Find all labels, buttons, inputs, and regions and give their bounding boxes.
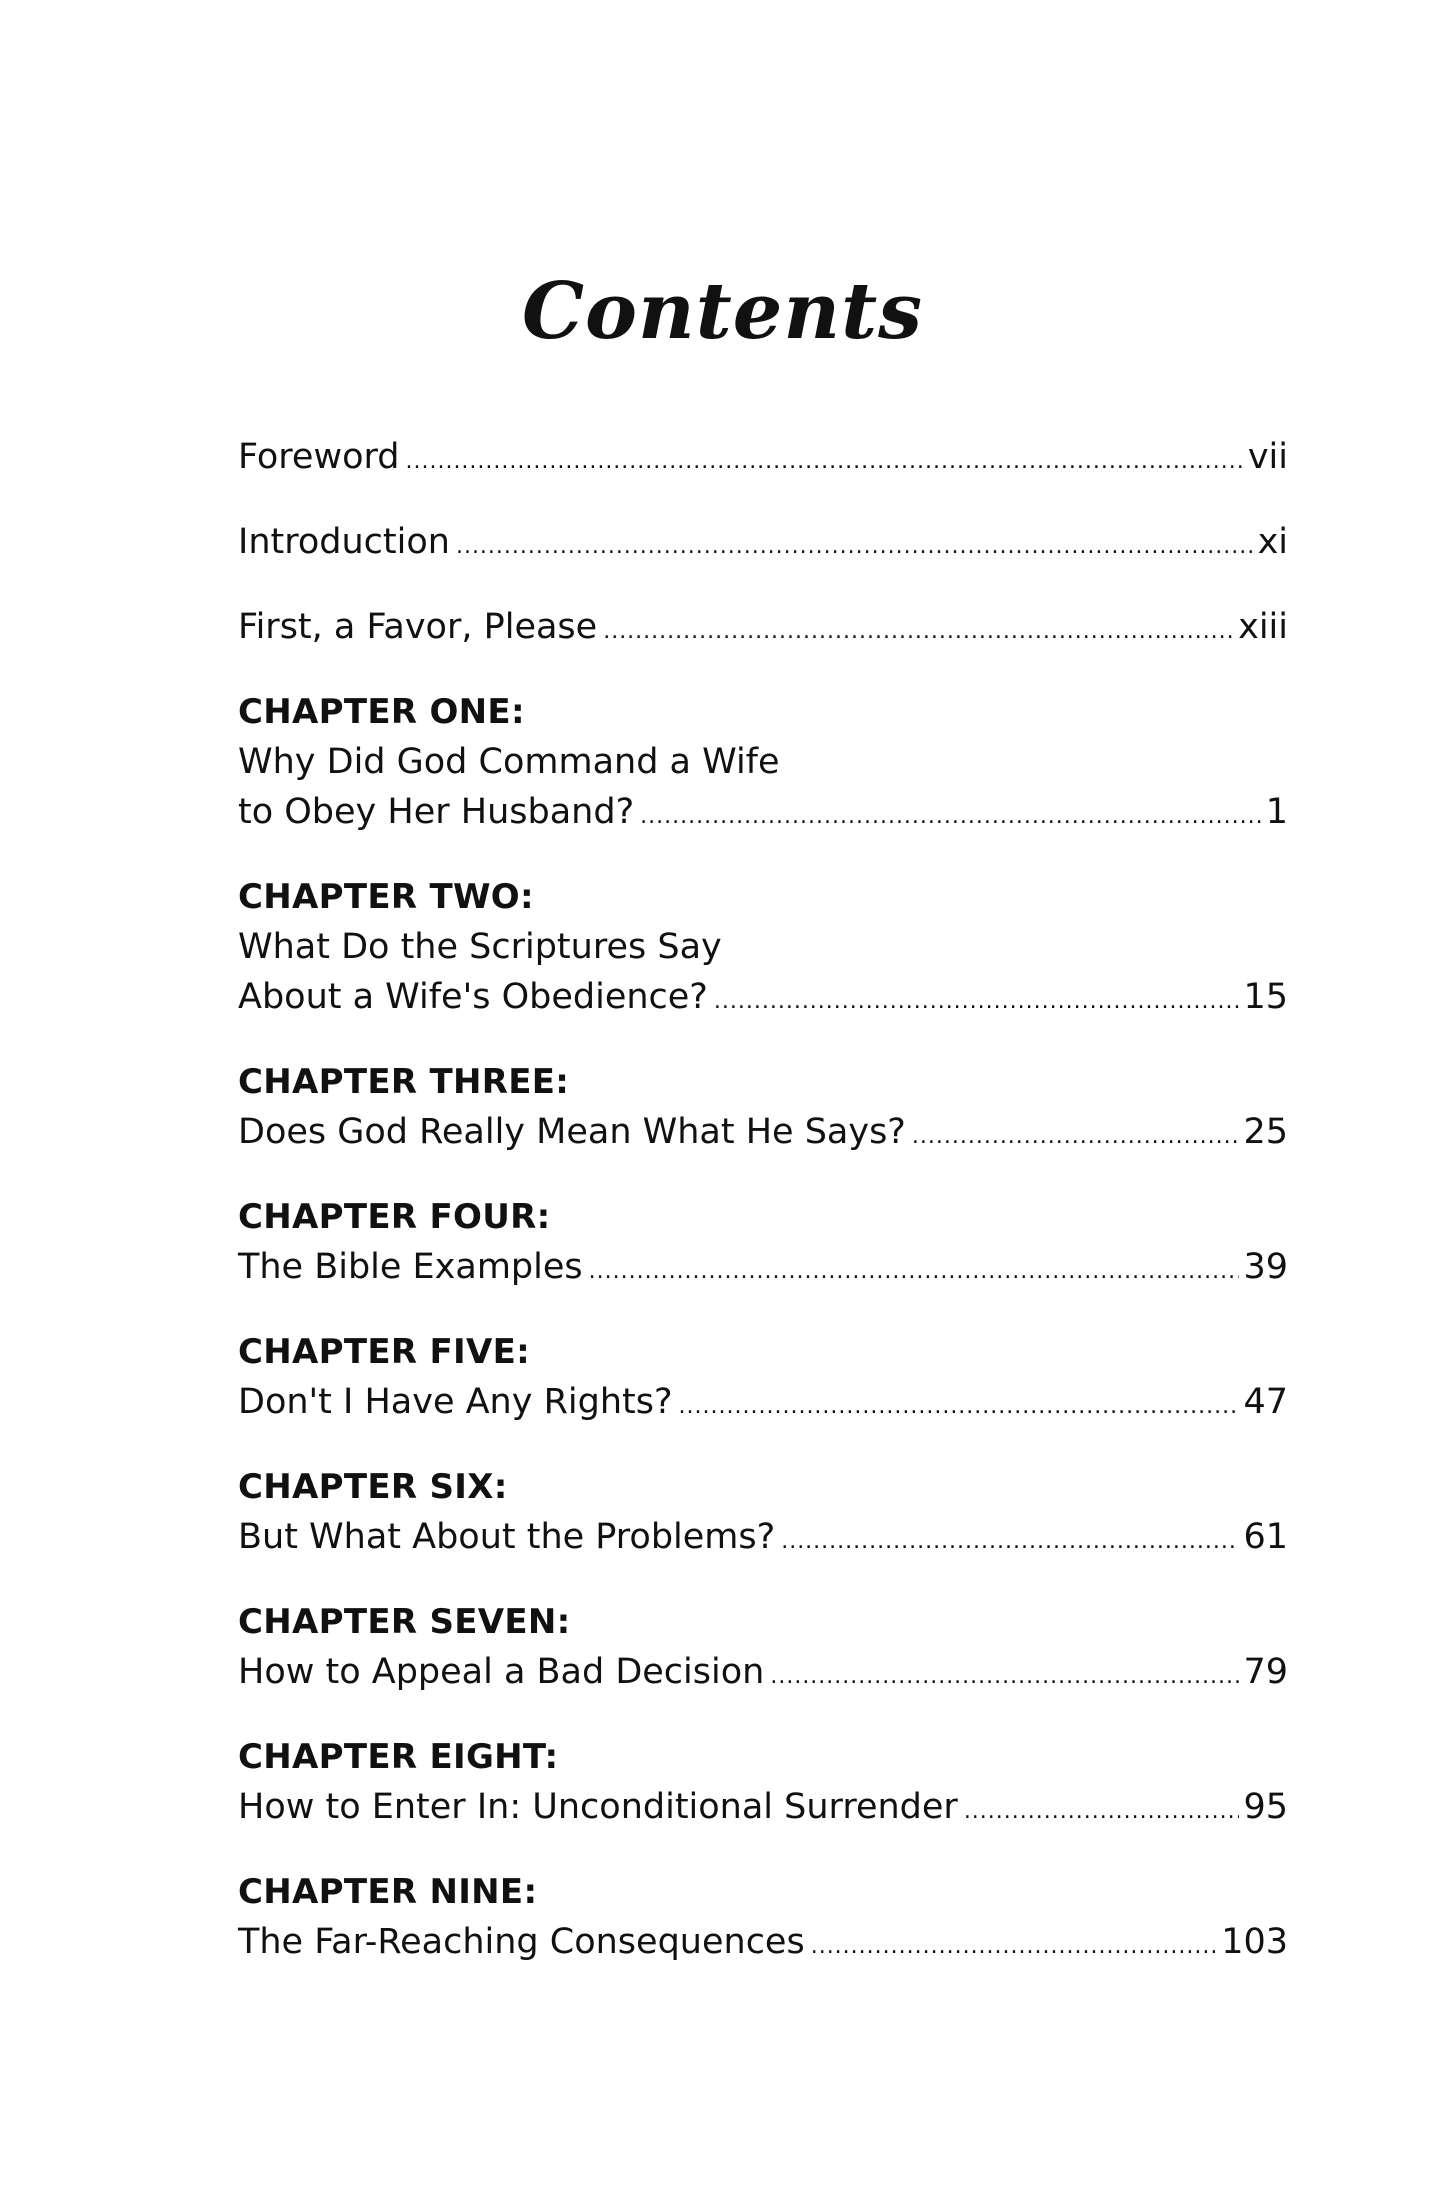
toc-entry-chapter-two[interactable]	[238, 872, 1288, 1027]
toc-line	[238, 1107, 1288, 1162]
chapter-title-line: How to Appeal a Bad Decision	[238, 1652, 765, 1692]
chapter-title-line: How to Enter In: Unconditional Surrender	[238, 1787, 958, 1827]
chapter-label: CHAPTER SIX:	[238, 1467, 508, 1507]
toc-entry-first-a-favor[interactable]	[238, 602, 1288, 657]
toc-line	[238, 1917, 1288, 1972]
toc-page-number: xi	[1257, 522, 1288, 562]
table-of-contents	[238, 432, 1288, 1972]
dot-leader	[781, 1517, 1239, 1567]
chapter-title-line: Why Did God Command a Wife	[238, 742, 780, 782]
chapter-title-line: The Far-Reaching Consequences	[238, 1922, 805, 1962]
toc-entry-chapter-six[interactable]	[238, 1462, 1288, 1567]
toc-page-number: 103	[1221, 1922, 1288, 1962]
toc-page-number: 25	[1243, 1112, 1288, 1152]
chapter-label: CHAPTER NINE:	[238, 1872, 538, 1912]
chapter-title-line: to Obey Her Husband?	[238, 792, 635, 832]
dot-leader	[589, 1247, 1240, 1297]
dot-leader	[811, 1922, 1217, 1972]
chapter-label: CHAPTER FOUR:	[238, 1197, 551, 1237]
toc-entry-chapter-seven[interactable]	[238, 1597, 1288, 1702]
chapter-label: CHAPTER THREE:	[238, 1062, 570, 1102]
chapter-title-line: What Do the Scriptures Say	[238, 927, 722, 967]
dot-leader	[714, 977, 1240, 1027]
toc-entry-chapter-eight[interactable]	[238, 1732, 1288, 1837]
toc-page-number: 15	[1243, 977, 1288, 1017]
chapter-title-line: The Bible Examples	[238, 1247, 583, 1287]
dot-leader	[912, 1112, 1240, 1162]
toc-entry-chapter-four[interactable]	[238, 1192, 1288, 1297]
toc-entry-introduction[interactable]	[238, 517, 1288, 572]
toc-line	[238, 1242, 1288, 1297]
toc-line	[238, 972, 1288, 1027]
chapter-label: CHAPTER FIVE:	[238, 1332, 530, 1372]
toc-page-number: 79	[1243, 1652, 1288, 1692]
toc-entry-title: First, a Favor, Please	[238, 607, 598, 647]
dot-leader	[770, 1652, 1239, 1702]
toc-page-number: xiii	[1238, 607, 1288, 647]
dot-leader	[679, 1382, 1240, 1432]
dot-leader	[640, 792, 1262, 842]
toc-entry-chapter-five[interactable]	[238, 1327, 1288, 1432]
toc-page-number: 95	[1243, 1787, 1288, 1827]
toc-line	[238, 1647, 1288, 1702]
toc-entry-chapter-one[interactable]	[238, 687, 1288, 842]
chapter-title-line: Don't I Have Any Rights?	[238, 1382, 673, 1422]
chapter-title-line: About a Wife's Obedience?	[238, 977, 708, 1017]
chapter-label: CHAPTER ONE:	[238, 692, 525, 732]
toc-line	[238, 1782, 1288, 1837]
toc-entry-chapter-three[interactable]	[238, 1057, 1288, 1162]
chapter-title-line: But What About the Problems?	[238, 1517, 776, 1557]
toc-page-number: 39	[1243, 1247, 1288, 1287]
page-title: Contents	[521, 266, 924, 357]
toc-line	[238, 787, 1288, 842]
toc-line	[238, 517, 1288, 572]
dot-leader	[405, 437, 1243, 487]
chapter-label: CHAPTER EIGHT:	[238, 1737, 559, 1777]
dot-leader	[964, 1787, 1240, 1837]
chapter-label: CHAPTER SEVEN:	[238, 1602, 571, 1642]
toc-entry-foreword[interactable]	[238, 432, 1288, 487]
toc-page-number: 1	[1265, 792, 1288, 832]
toc-line	[238, 432, 1288, 487]
toc-line	[238, 1512, 1288, 1567]
toc-page-number: 47	[1243, 1382, 1288, 1422]
toc-entry-title: Foreword	[238, 437, 400, 477]
dot-leader	[456, 522, 1254, 572]
toc-page-number: 61	[1243, 1517, 1288, 1557]
toc-entry-title: Introduction	[238, 522, 450, 562]
dot-leader	[603, 607, 1234, 657]
toc-line	[238, 1377, 1288, 1432]
toc-page-number: vii	[1247, 437, 1288, 477]
chapter-title-line: Does God Really Mean What He Says?	[238, 1112, 906, 1152]
toc-line	[238, 602, 1288, 657]
toc-entry-chapter-nine[interactable]	[238, 1867, 1288, 1972]
chapter-label: CHAPTER TWO:	[238, 877, 534, 917]
